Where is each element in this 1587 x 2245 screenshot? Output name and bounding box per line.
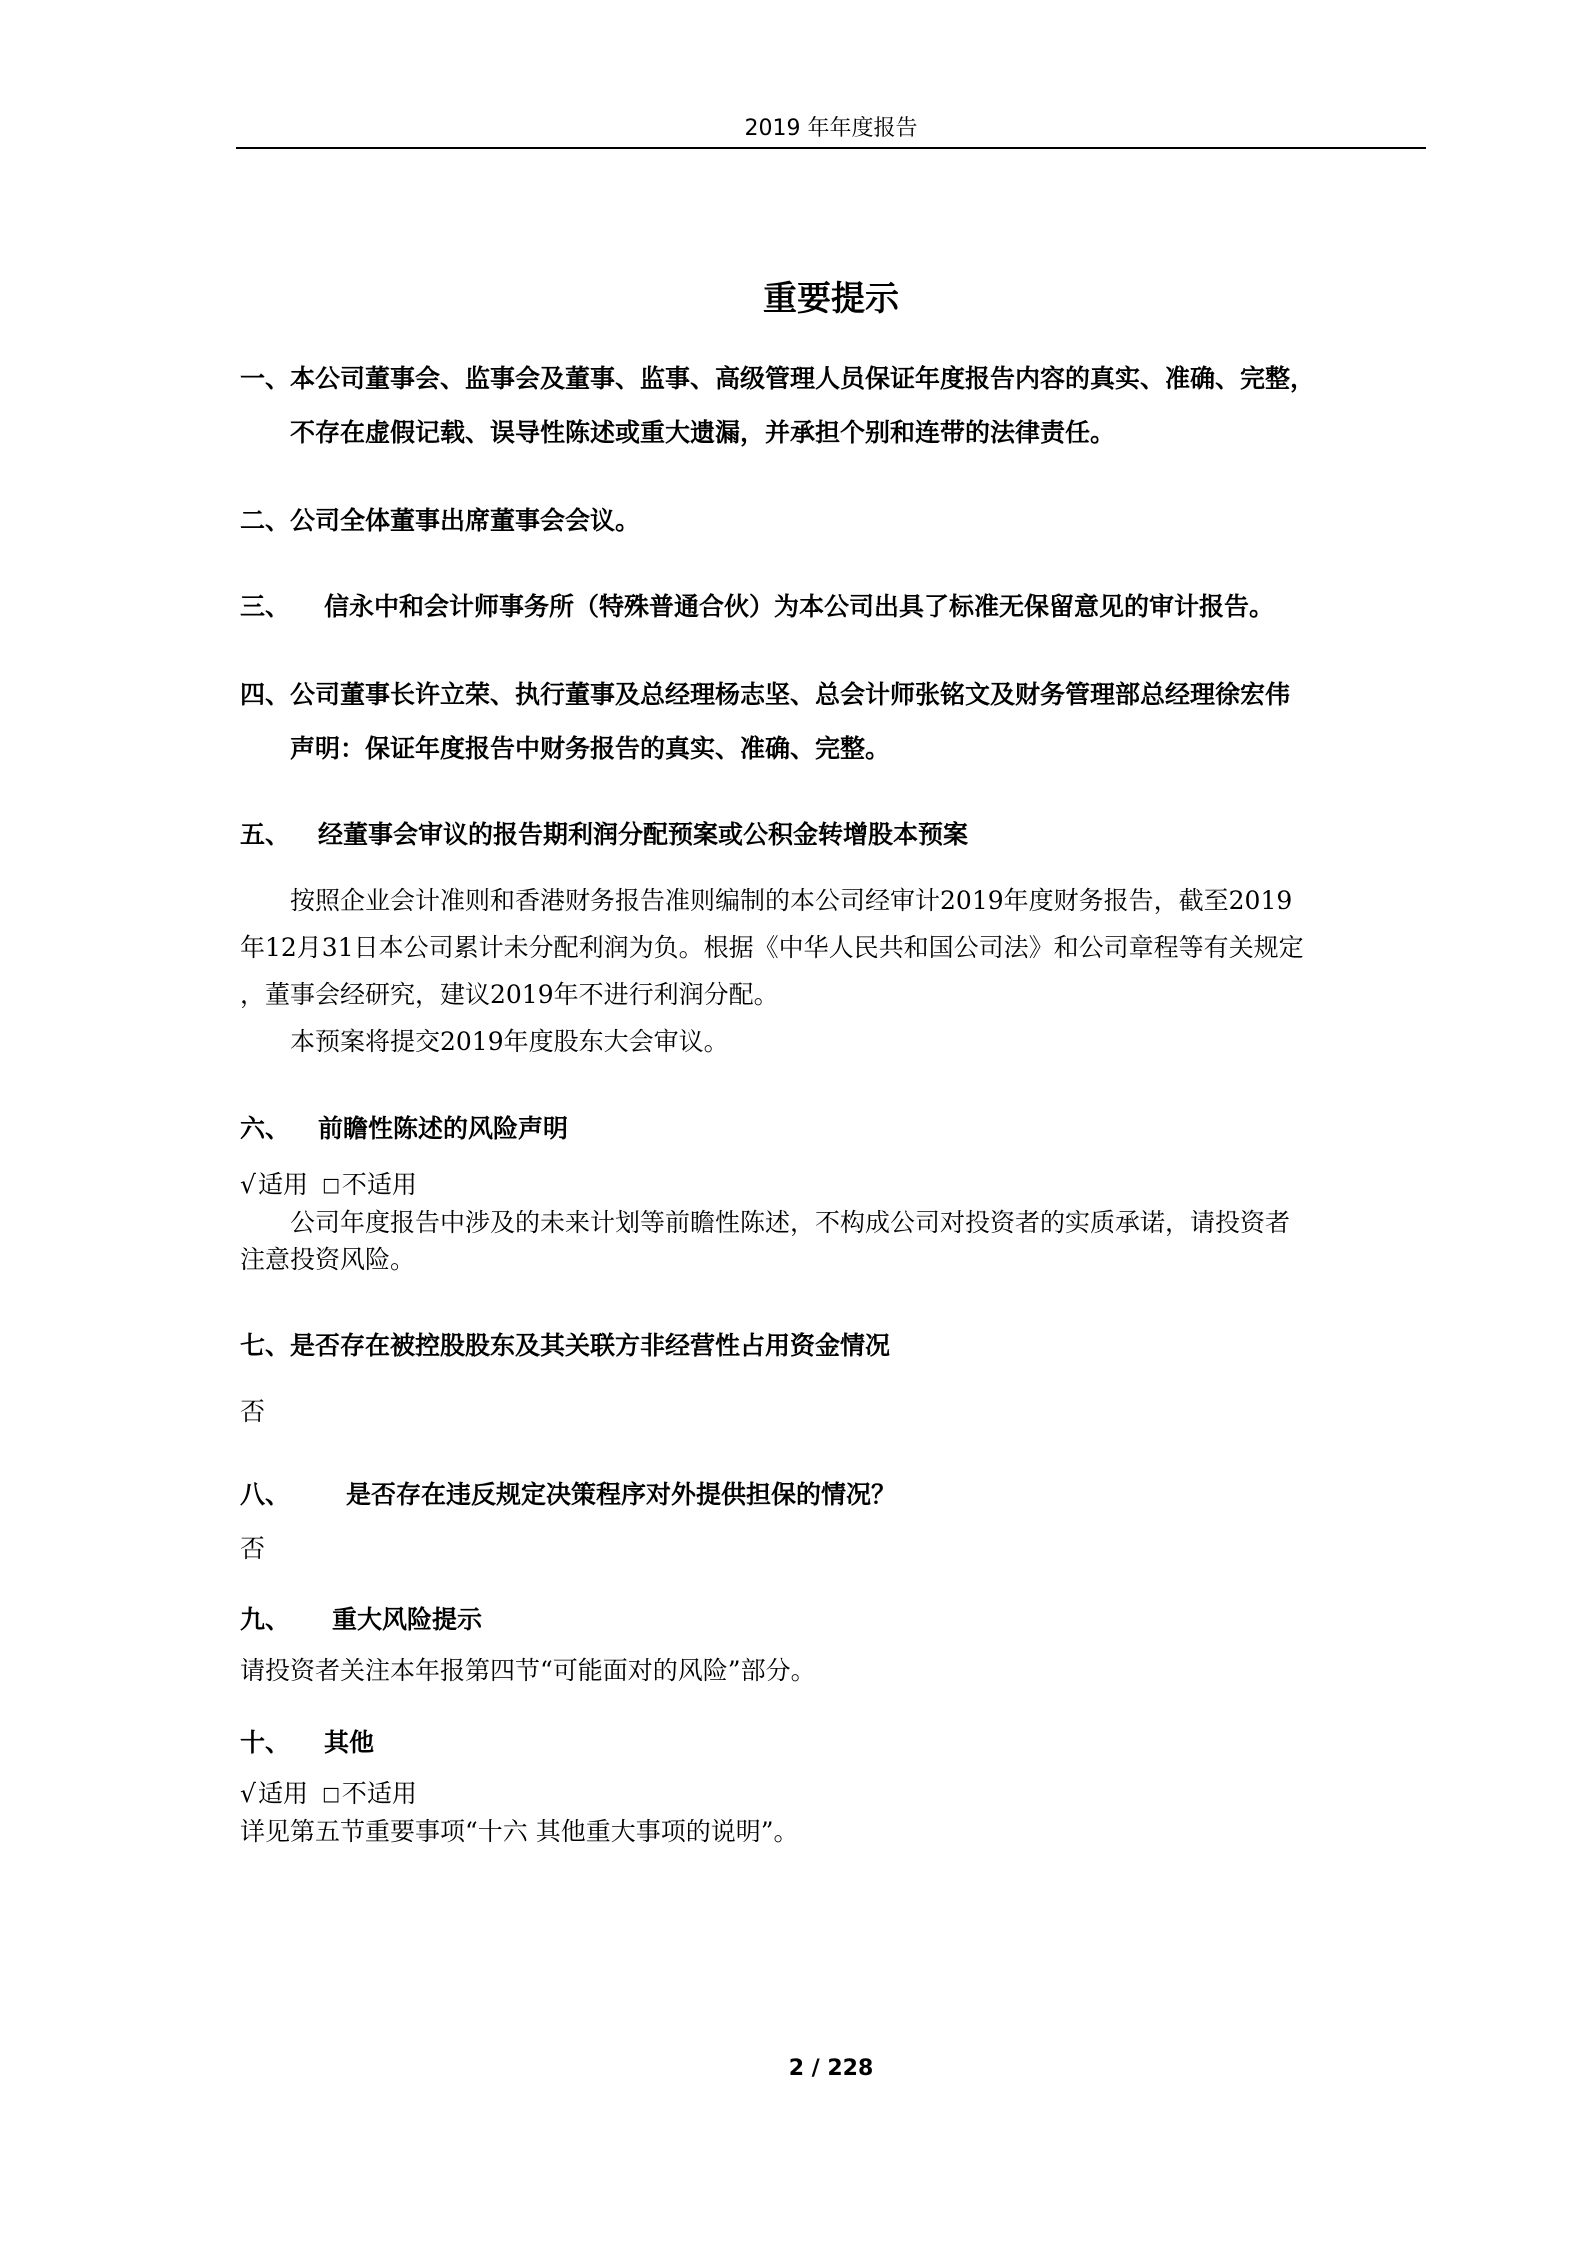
header-rule xyxy=(236,147,1426,149)
not-applicable-label: 不适用 xyxy=(341,1779,417,1808)
check-mark-icon: √ xyxy=(240,1779,256,1808)
section-7-title: 是否存在被控股股东及其关联方非经营性占用资金情况 xyxy=(290,1331,891,1360)
section-6-number: 六、 xyxy=(240,1114,291,1143)
not-applicable-label: 不适用 xyxy=(341,1170,417,1199)
section-4-number: 四、 xyxy=(240,680,291,709)
section-8-answer: 否 xyxy=(240,1534,266,1563)
section-4-text-1: 公司董事长许立荣、执行董事及总经理杨志坚、总会计师张铭文及财务管理部总经理徐宏伟 xyxy=(290,680,1291,709)
section-1-line-2: 不存在虚假记载、误导性陈述或重大遗漏，并承担个别和连带的法律责任。 xyxy=(290,418,1116,447)
section-3-text: 信永中和会计师事务所（特殊普通合伙）为本公司出具了标准无保留意见的审计报告。 xyxy=(324,592,1275,621)
running-header: 2019 年年度报告 xyxy=(744,116,918,141)
section-2-number: 二、 xyxy=(240,506,291,535)
section-5-para-1-line-3: ，董事会经研究，建议2019年不进行利润分配。 xyxy=(240,980,779,1009)
section-5-number: 五、 xyxy=(240,820,291,849)
section-3-number: 三、 xyxy=(240,592,291,621)
applicable-label: 适用 xyxy=(257,1779,308,1808)
section-9-title: 重大风险提示 xyxy=(332,1605,483,1634)
section-6-title: 前瞻性陈述的风险声明 xyxy=(318,1114,569,1143)
applicable-label: 适用 xyxy=(257,1170,308,1199)
section-3 xyxy=(240,590,1430,624)
section-10-applicability xyxy=(240,1777,1430,1811)
section-1-text-1: 本公司董事会、监事会及董事、监事、高级管理人员保证年度报告内容的真实、准确、完整， xyxy=(290,364,1316,393)
section-9-text: 请投资者关注本年报第四节“可能面对的风险”部分。 xyxy=(240,1656,816,1685)
section-4-line-1 xyxy=(240,678,1430,712)
section-6-applicability xyxy=(240,1168,1430,1202)
page-number: 2 / 228 xyxy=(788,2056,874,2081)
section-7-number: 七、 xyxy=(240,1331,291,1360)
section-10-title: 其他 xyxy=(324,1728,375,1757)
section-9-number: 九、 xyxy=(240,1605,291,1634)
section-5-heading xyxy=(240,818,1430,852)
section-9-heading xyxy=(240,1603,1430,1637)
section-5-title: 经董事会审议的报告期利润分配预案或公积金转增股本预案 xyxy=(318,820,969,849)
section-10-number: 十、 xyxy=(240,1728,291,1757)
check-mark-icon: √ xyxy=(240,1170,256,1199)
checkbox-icon: □ xyxy=(321,1174,340,1196)
section-8-heading xyxy=(240,1478,1430,1512)
section-4-line-2: 声明：保证年度报告中财务报告的真实、准确、完整。 xyxy=(290,734,891,763)
section-2-text: 公司全体董事出席董事会会议。 xyxy=(290,506,641,535)
section-7-heading xyxy=(240,1329,1430,1363)
section-5-para-2: 本预案将提交2019年度股东大会审议。 xyxy=(290,1027,729,1056)
section-8-number: 八、 xyxy=(240,1480,291,1509)
section-10-text: 详见第五节重要事项“十六 其他重大事项的说明”。 xyxy=(240,1817,799,1846)
section-2 xyxy=(240,504,1430,538)
section-1-number: 一、 xyxy=(240,364,291,393)
section-5-para-1-line-1: 按照企业会计准则和香港财务报告准则编制的本公司经审计2019年度财务报告，截至2019 xyxy=(290,886,1293,915)
section-6-heading xyxy=(240,1112,1430,1146)
checkbox-icon: □ xyxy=(321,1783,340,1805)
section-10-heading xyxy=(240,1726,1430,1760)
section-6-para-line-1: 公司年度报告中涉及的未来计划等前瞻性陈述，不构成公司对投资者的实质承诺，请投资者 xyxy=(290,1208,1291,1237)
section-6-para-line-2: 注意投资风险。 xyxy=(240,1245,416,1274)
section-8-title: 是否存在违反规定决策程序对外提供担保的情况？ xyxy=(346,1480,897,1509)
section-5-para-1-line-2: 年12月31日本公司累计未分配利润为负。根据《中华人民共和国公司法》和公司章程等有关规定 xyxy=(240,933,1304,962)
page-title: 重要提示 xyxy=(763,279,899,319)
section-7-answer: 否 xyxy=(240,1397,266,1426)
section-1-line-1 xyxy=(240,362,1430,396)
